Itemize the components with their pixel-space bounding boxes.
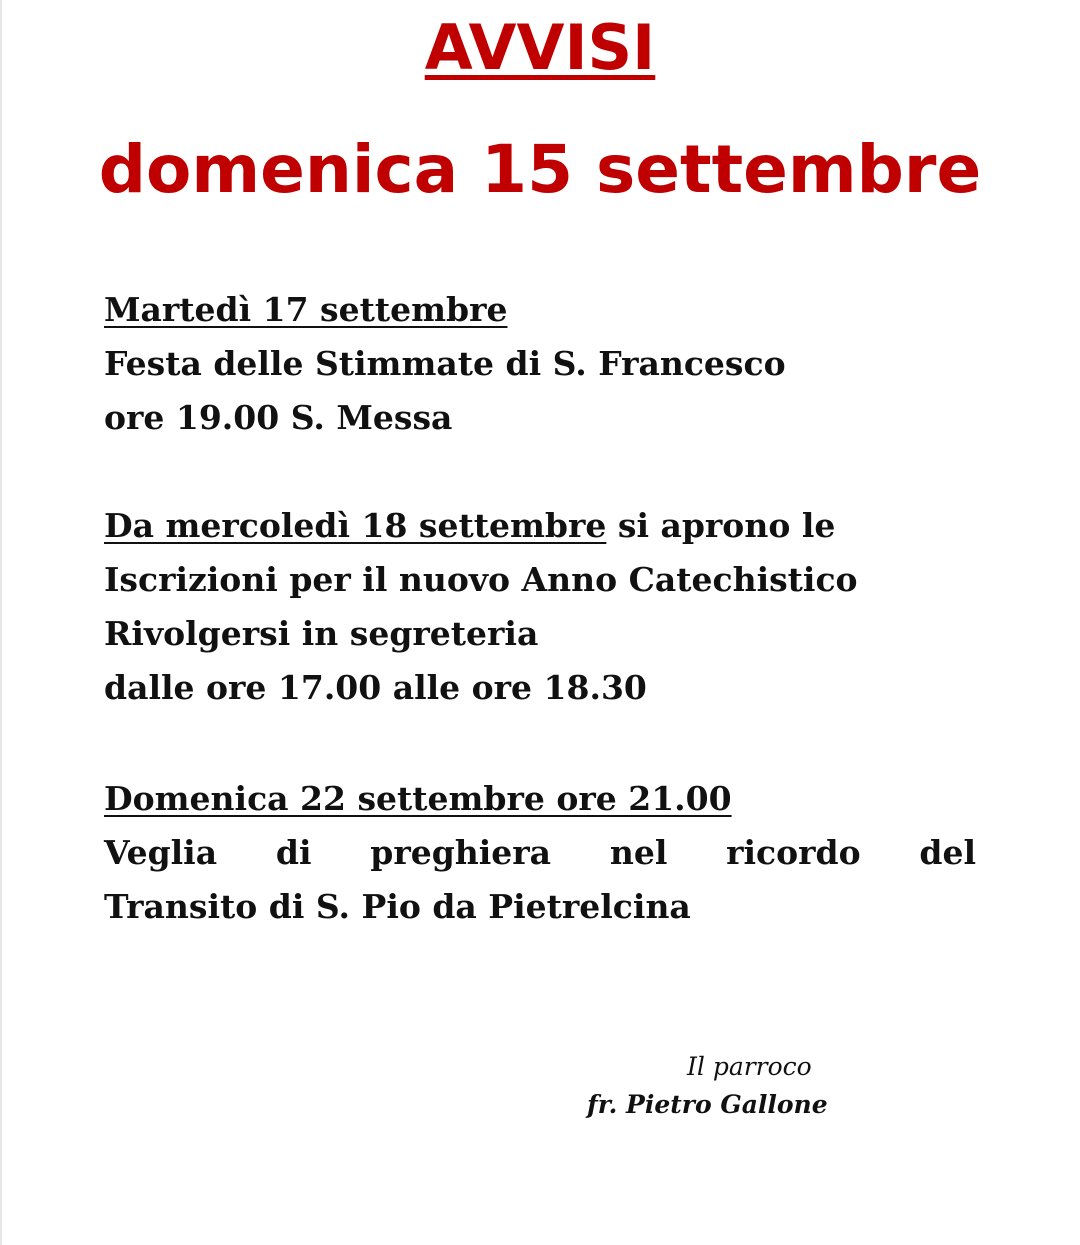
notice-3-line-2: Transito di S. Pio da Pietrelcina: [104, 887, 691, 926]
notice-2-heading: Da mercoledì 18 settembre: [104, 506, 607, 545]
notice-3-line-1: Veglia di preghiera nel ricordo del: [104, 833, 976, 872]
notice-2-line-2: Rivolgersi in segreteria: [104, 614, 539, 653]
notice-2-heading-tail: si aprono le: [606, 506, 836, 545]
signature-name: fr. Pietro Gallone: [587, 1090, 828, 1119]
notice-3-heading: Domenica 22 settembre ore 21.00: [104, 779, 732, 818]
notice-2-line-1: Iscrizioni per il nuovo Anno Catechistico: [104, 560, 858, 599]
notice-2: [104, 499, 858, 715]
page-title-text: AVVISI: [424, 11, 656, 84]
signature-role: Il parroco: [687, 1052, 812, 1081]
page-subtitle-date: domenica 15 settembre: [98, 131, 982, 208]
notice-1-line-2: ore 19.00 S. Messa: [104, 398, 453, 437]
notice-3: [104, 772, 976, 934]
notice-1-line-1: Festa delle Stimmate di S. Francesco: [104, 344, 786, 383]
page-title: [0, 8, 1080, 88]
notice-2-line-3: dalle ore 17.00 alle ore 18.30: [104, 668, 647, 707]
notice-1: [104, 283, 786, 445]
notice-1-heading: Martedì 17 settembre: [104, 290, 508, 329]
